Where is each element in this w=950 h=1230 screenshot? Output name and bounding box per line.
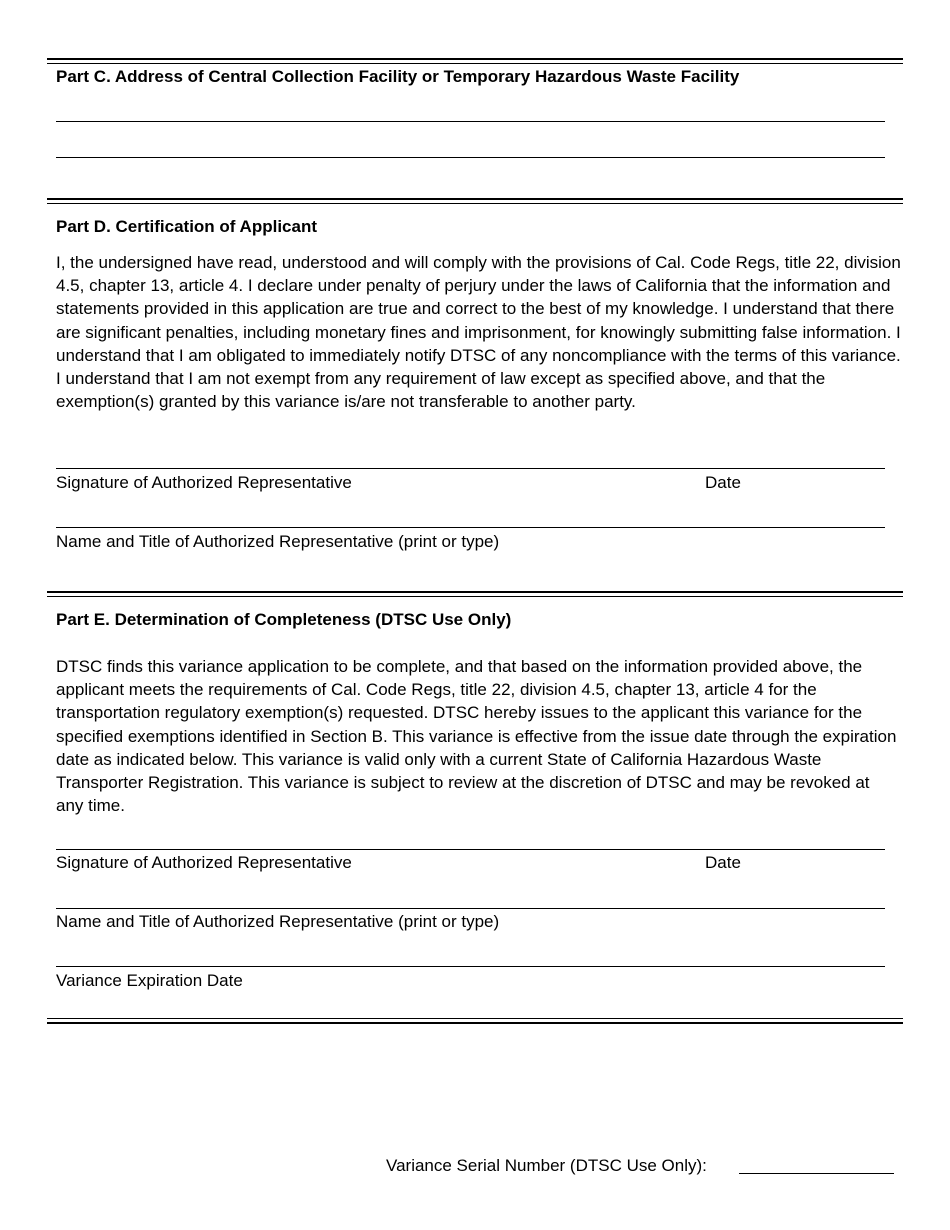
variance-expiration-line[interactable] xyxy=(56,966,885,967)
part-e-date-label: Date xyxy=(705,853,741,872)
section-border-part-c-top xyxy=(47,58,903,64)
section-border-part-d-top xyxy=(47,198,903,204)
part-d-name-title-label: Name and Title of Authorized Representative (print or type) xyxy=(56,532,500,551)
part-d-signature-line[interactable] xyxy=(56,468,885,469)
part-e-signature-label: Signature of Authorized Representative xyxy=(56,853,352,872)
variance-serial-label: Variance Serial Number (DTSC Use Only): xyxy=(386,1156,707,1175)
part-e-name-title-line[interactable] xyxy=(56,908,885,909)
section-border-part-e-bottom xyxy=(47,1018,903,1024)
address-line-1[interactable] xyxy=(56,121,885,122)
part-d-name-title-line[interactable] xyxy=(56,527,885,528)
part-d-certification-text: I, the undersigned have read, understood and will comply with the provisions of Cal. Code Regs, title 22, division 4.5, chapter 13, article 4. I declare under penalty of perjury under the laws of California that the information and statements provided in this application are true and correct to the best of my knowledge. I understand that there are significant penalties, including monetary fines and imprisonment, for knowingly submitting false information. I understand that I am obligated to immediately notify DTSC of any noncompliance with the terms of this variance. I understand that I am not exempt from any requirement of law except as specified above, and that the exemption(s) granted by this variance is/are not transferable to another party. xyxy=(56,253,901,412)
part-e-heading: Part E. Determination of Completeness (DTSC Use Only) xyxy=(56,610,512,629)
address-line-2[interactable] xyxy=(56,157,885,158)
part-d-date-label: Date xyxy=(705,473,741,492)
part-e-signature-line[interactable] xyxy=(56,849,885,850)
part-d-signature-label: Signature of Authorized Representative xyxy=(56,473,352,492)
variance-serial-line[interactable] xyxy=(739,1173,894,1174)
section-border-part-e-top xyxy=(47,591,903,597)
part-c-heading: Part C. Address of Central Collection Facility or Temporary Hazardous Waste Facility xyxy=(56,67,740,86)
part-d-heading: Part D. Certification of Applicant xyxy=(56,217,318,236)
part-e-determination-text: DTSC finds this variance application to be complete, and that based on the information provided above, the applicant meets the requirements of Cal. Code Regs, title 22, division 4.5, chapter 13, article 4 for the transportation regulatory exemption(s) requested. DTSC hereby issues to the applicant this variance for the specified exemptions identified in Section B. This variance is effective from the issue date through the expiration date as indicated below. This variance is valid only with a current State of California Hazardous Waste Transporter Registration. This variance is subject to review at the discretion of DTSC and may be revoked at any time. xyxy=(56,657,897,816)
variance-expiration-label: Variance Expiration Date xyxy=(56,971,243,990)
part-e-name-title-label: Name and Title of Authorized Representative (print or type) xyxy=(56,912,500,931)
